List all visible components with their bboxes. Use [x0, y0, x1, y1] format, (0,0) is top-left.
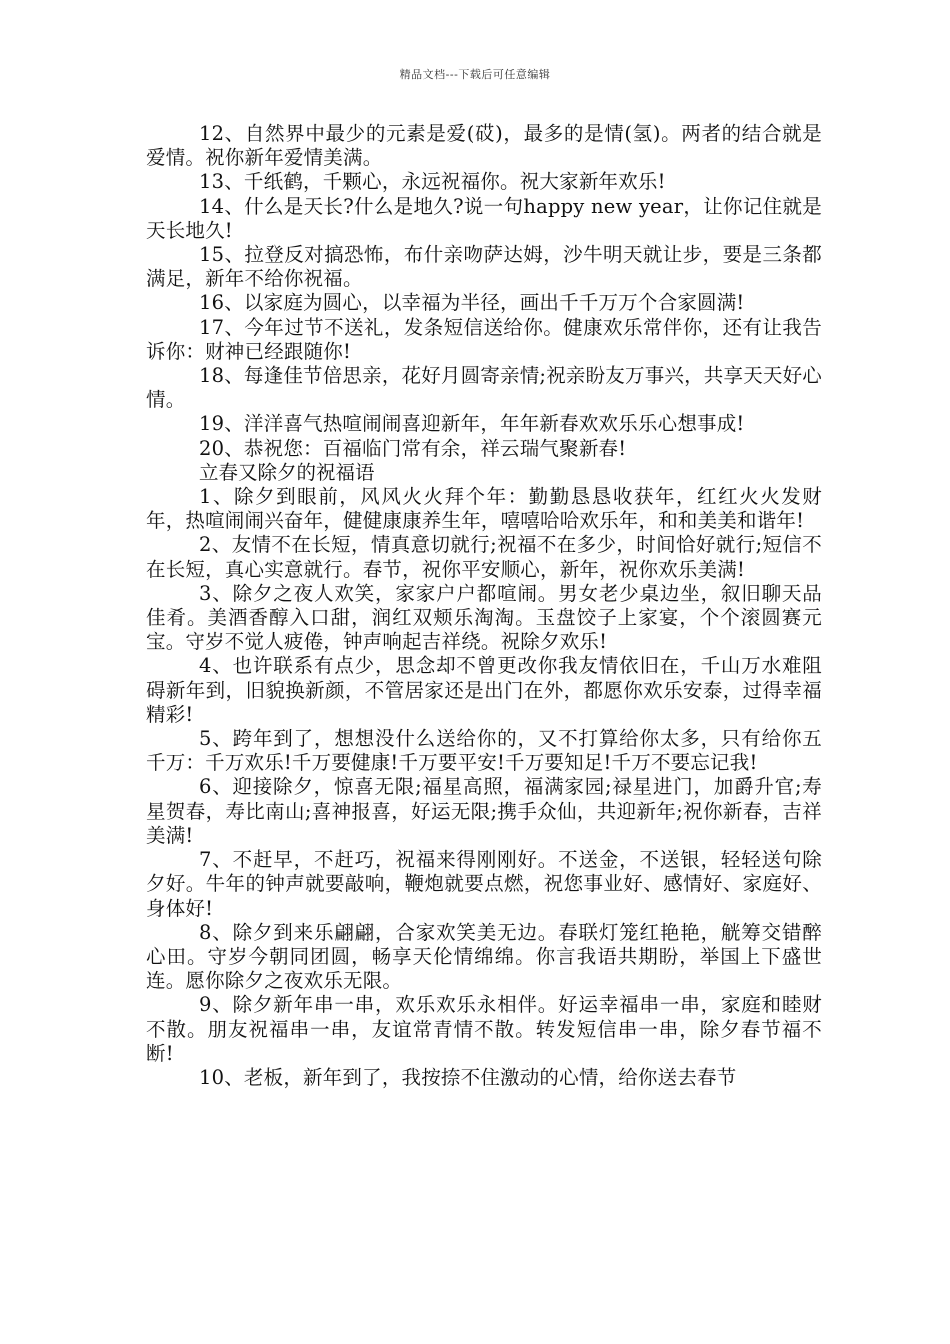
paragraph-15: 15、拉登反对搞恐怖，布什亲吻萨达姆，沙牛明天就让步，要是三条都满足，新年不给你祝福。 — [146, 243, 822, 291]
greeting-9: 9、除夕新年串一串，欢乐欢乐永相伴。好运幸福串一串，家庭和睦财不散。朋友祝福串一串，友谊常青情不散。转发短信串一串，除夕春节福不断! — [146, 993, 822, 1065]
section-title: 立春又除夕的祝福语 — [199, 460, 375, 484]
paragraph-13: 13、千纸鹤，千颗心，永远祝福你。祝大家新年欢乐! — [199, 170, 666, 194]
paragraph-17: 17、今年过节不送礼，发条短信送给你。健康欢乐常伴你，还有让我告诉你：财神已经跟随你! — [146, 315, 822, 363]
document-body — [146, 122, 822, 1090]
greeting-7: 7、不赶早，不赶巧，祝福来得刚刚好。不送金，不送银，轻轻送句除夕好。牛年的钟声就要敲响，鞭炮就要点燃，祝您事业好、感情好、家庭好、身体好! — [146, 848, 822, 920]
greeting-4: 4、也许联系有点少，思念却不曾更改你我友情依旧在，千山万水难阻碍新年到，旧貌换新颜，不管居家还是出门在外，都愿你欢乐安泰，过得幸福精彩! — [146, 654, 822, 726]
page-header: 精品文档---下载后可任意编辑 — [399, 68, 551, 81]
paragraph-18: 18、每逢佳节倍思亲，花好月圆寄亲情;祝亲盼友万事兴，共享天天好心情。 — [146, 364, 822, 412]
greeting-3: 3、除夕之夜人欢笑，家家户户都喧闹。男女老少桌边坐，叙旧聊天品佳肴。美酒香醇入口甜，润红双颊乐淘淘。玉盘饺子上家宴，个个滚圆赛元宝。守岁不觉人疲倦，钟声响起吉祥绕。祝除夕欢乐! — [146, 581, 822, 654]
paragraph-12: 12、自然界中最少的元素是爱(砹)，最多的是情(氢)。两者的结合就是爱情。祝你新年爱情美满。 — [146, 122, 822, 170]
greeting-1: 1、除夕到眼前，风风火火拜个年：勤勤恳恳收获年，红红火火发财年，热喧闹闹兴奋年，健健康康养生年，嘻嘻哈哈欢乐年，和和美美和谐年! — [146, 485, 822, 533]
greeting-6: 6、迎接除夕，惊喜无限;福星高照，福满家园;禄星进门，加爵升官;寿星贺春，寿比南山;喜神报喜，好运无限;携手众仙，共迎新年;祝你新春，吉祥美满! — [146, 775, 822, 847]
greeting-8: 8、除夕到来乐翩翩，合家欢笑美无边。春联灯笼红艳艳，觥筹交错醉心田。守岁今朝同团圆，畅享天伦情绵绵。你言我语共期盼，举国上下盛世连。愿你除夕之夜欢乐无限。 — [146, 920, 822, 993]
greeting-10: 10、老板，新年到了，我按捺不住激动的心情，给你送去春节 — [199, 1065, 737, 1089]
greeting-5: 5、跨年到了，想想没什么送给你的，又不打算给你太多，只有给你五千万：千万欢乐!千万要健康!千万要平安!千万要知足!千万不要忘记我! — [146, 727, 822, 775]
paragraph-20: 20、恭祝您：百福临门常有余，祥云瑞气聚新春! — [199, 436, 627, 460]
greeting-2: 2、友情不在长短，情真意切就行;祝福不在多少，时间恰好就行;短信不在长短，真心实意就行。春节，祝你平安顺心，新年，祝你欢乐美满! — [146, 533, 822, 581]
paragraph-19: 19、洋洋喜气热喧闹闹喜迎新年，年年新春欢欢乐乐心想事成! — [199, 412, 745, 436]
paragraph-14: 14、什么是天长?什么是地久?说一句happy new year，让你记住就是天长地久! — [146, 194, 822, 242]
paragraph-16: 16、以家庭为圆心，以幸福为半径，画出千千万万个合家圆满! — [199, 291, 745, 315]
